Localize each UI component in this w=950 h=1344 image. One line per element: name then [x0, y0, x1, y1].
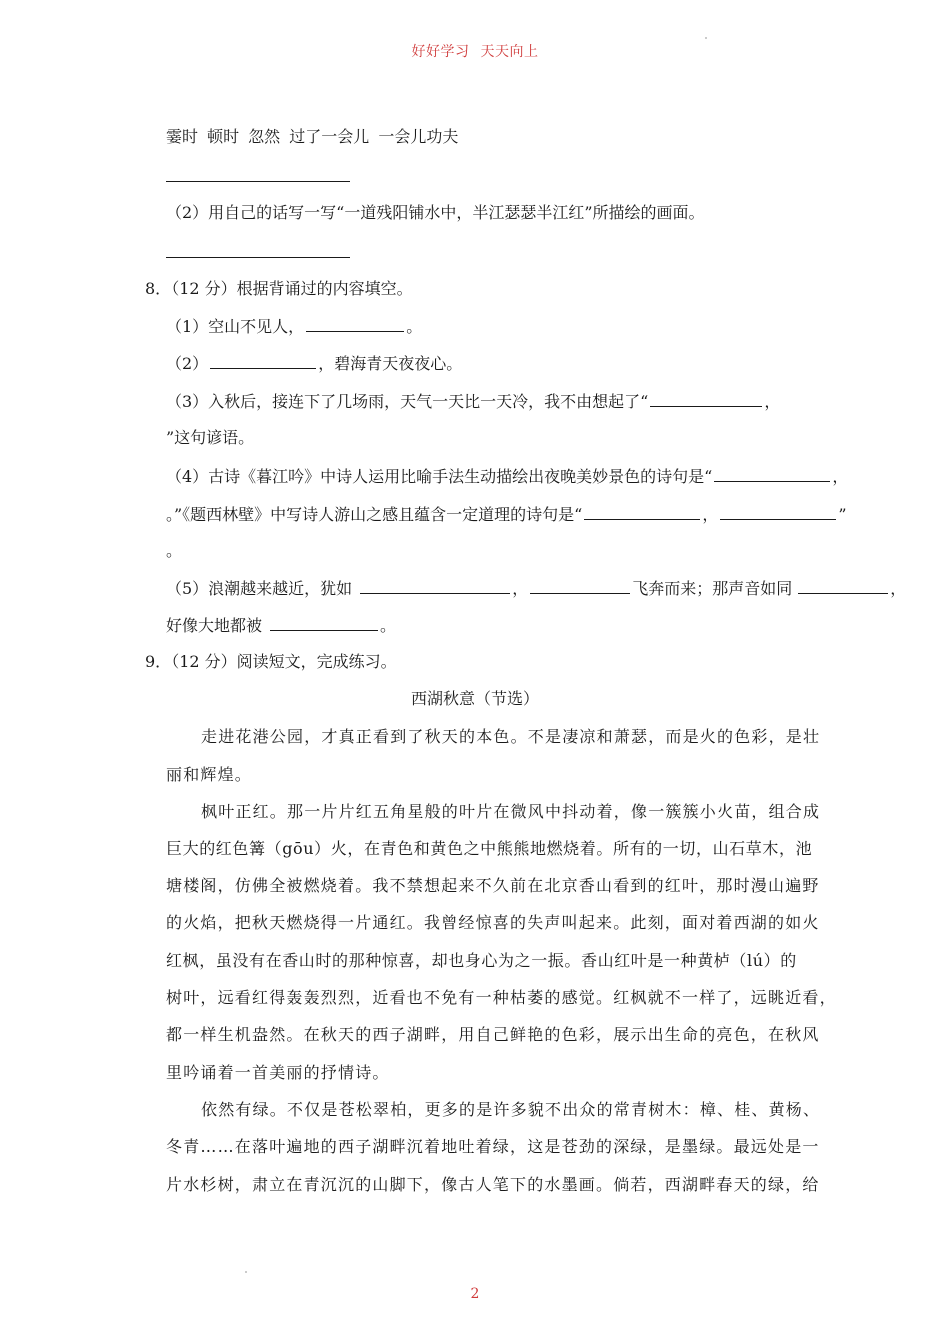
passage-line: 塘楼阁，仿佛全被燃烧着。我不禁想起来不久前在北京香山看到的红叶，那时漫山遍野: [166, 876, 820, 895]
passage-line: 的火焰，把秋天燃烧得一片通红。我曾经惊喜的失声叫起来。此刻，面对着西湖的如火: [166, 913, 820, 932]
scan-speck: [245, 1271, 247, 1273]
passage-line: 片水杉树，肃立在青沉沉的山脚下，像古人笔下的水墨画。倘若，西湖畔春天的绿，给: [166, 1175, 820, 1194]
q8-4-l2-mid: ，: [702, 505, 719, 524]
question-9-stem: [145, 651, 397, 673]
question-8-5-line2: [166, 614, 396, 637]
answer-line-7-2[interactable]: [166, 257, 350, 258]
passage-line: 红枫，虽没有在香山时的那种惊喜，却也身心为之一振。香山红叶是一种黄栌（lú）的: [166, 951, 797, 970]
blank-8-3[interactable]: [650, 390, 762, 407]
q8-5-l2-suffix: 。: [380, 616, 397, 635]
answer-line-7-1[interactable]: [166, 181, 350, 182]
blank-8-4b[interactable]: [584, 503, 700, 520]
question-8-4-line3: 。: [166, 541, 183, 560]
question-8-5: [166, 577, 906, 600]
passage-line: 树叶，远看红得轰轰烈烈，近看也不免有一种枯萎的感觉。红枫就不一样了，远眺近看，: [166, 988, 837, 1007]
q8-4-prefix: （4）古诗《暮江吟》中诗人运用比喻手法生动描绘出夜晚美妙景色的诗句是“: [166, 467, 713, 486]
blank-8-2[interactable]: [210, 352, 316, 369]
passage-line: 枫叶正红。那一片片红五角星般的叶片在微风中抖动着，像一簇簇小火苗，组合成: [201, 802, 821, 821]
blank-8-1[interactable]: [306, 315, 404, 332]
question-8-1: [166, 315, 422, 338]
page-number: 2: [470, 1286, 480, 1302]
passage-line: 冬青……在落叶遍地的西子湖畔沉着地吐着绿，这是苍劲的深绿，是墨绿。最远处是一: [166, 1137, 820, 1156]
blank-8-5c[interactable]: [798, 577, 888, 594]
q8-5-suffix: ，: [890, 579, 907, 598]
question-8-stem: [145, 278, 413, 300]
q8-4-suffix: ，: [832, 467, 849, 486]
question-8-4-line2: [166, 503, 847, 526]
q8-4-l2-suffix: ”: [838, 505, 847, 524]
q8-2-prefix: （2）: [166, 354, 209, 373]
blank-8-5a[interactable]: [360, 577, 510, 594]
q8-3-prefix: （3）入秋后，接连下了几场雨，天气一天比一天冷，我不由想起了“: [166, 392, 649, 411]
q8-5-mid1: ，: [512, 579, 529, 598]
question-8-3: [166, 390, 780, 413]
q8-1-suffix: 。: [406, 317, 423, 336]
q8-5-prefix: （5）浪潮越来越近，犹如: [166, 579, 353, 598]
passage-title: 西湖秋意（节选）: [410, 689, 539, 708]
question-8-text: （12 分）根据背诵过的内容填空。: [171, 279, 413, 298]
passage-line: 丽和辉煌。: [166, 765, 253, 784]
question-8-3-line2: ”这句谚语。: [166, 428, 255, 447]
q8-4-l2-prefix: 。”《题西林壁》中写诗人游山之感且蕴含一定道理的诗句是“: [166, 505, 583, 524]
q8-5-l2-prefix: 好像大地都被: [166, 616, 263, 635]
q8-2-suffix: ，碧海青天夜夜心。: [318, 354, 463, 373]
q8-1-prefix: （1）空山不见人，: [166, 317, 305, 336]
blank-8-5b[interactable]: [530, 577, 630, 594]
passage-line: 巨大的红色篝（gōu）火，在青色和黄色之中熊熊地燃烧着。所有的一切，山石草木，池: [166, 839, 813, 858]
q8-3-suffix: ，: [764, 392, 781, 411]
question-8-number: 8．: [145, 279, 172, 298]
q8-5-mid2: 飞奔而来；那声音如同: [632, 579, 793, 598]
passage-line: 都一样生机盎然。在秋天的西子湖畔，用自己鲜艳的色彩，展示出生命的亮色，在秋风: [166, 1025, 820, 1044]
question-9-text: （12 分）阅读短文，完成练习。: [171, 652, 397, 671]
question-7-2: （2）用自己的话写一写“一道残阳铺水中，半江瑟瑟半江红”所描绘的画面。: [166, 203, 705, 222]
scan-speck: [705, 37, 707, 39]
passage-line: 走进花港公园，才真正看到了秋天的本色。不是凄凉和萧瑟，而是火的色彩，是壮: [201, 727, 821, 746]
question-8-4: [166, 465, 848, 488]
page-header: 好好学习 天天向上: [411, 44, 539, 60]
question-9-number: 9．: [145, 652, 172, 671]
blank-8-5d[interactable]: [270, 614, 378, 631]
blank-8-4a[interactable]: [714, 465, 830, 482]
passage-line: 依然有绿。不仅是苍松翠柏，更多的是许多貌不出众的常青树木：樟、桂、黄杨、: [201, 1100, 821, 1119]
blank-8-4c[interactable]: [720, 503, 836, 520]
word-bank: 霎时 顿时 忽然 过了一会儿 一会儿功夫: [166, 127, 459, 146]
question-8-2: [166, 352, 462, 375]
passage-line: 里吟诵着一首美丽的抒情诗。: [166, 1063, 390, 1082]
